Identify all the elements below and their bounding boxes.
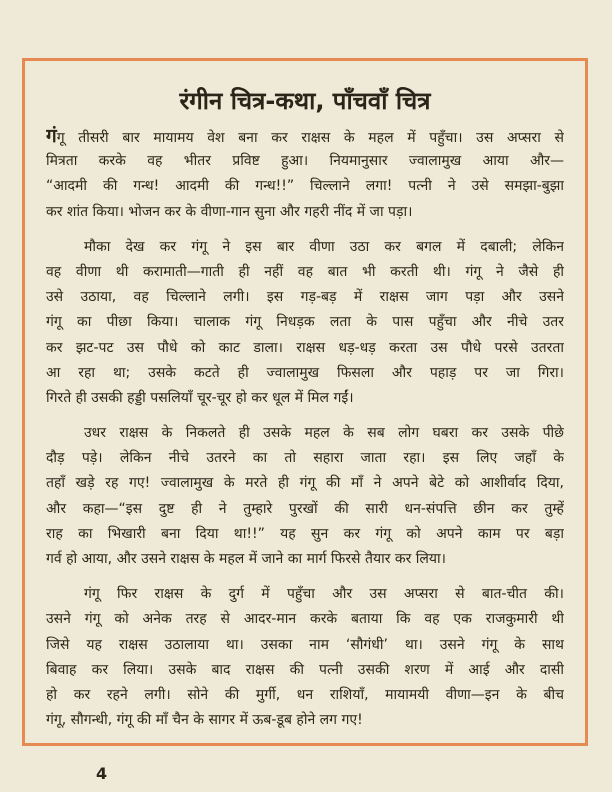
text-line: जिसे यह राक्षस उठालाया था। उसका नाम ‘सौगंधी’ था। उसने गंगू के साथ bbox=[46, 636, 564, 653]
drop-cap: गं bbox=[46, 125, 57, 147]
paragraph bbox=[46, 235, 564, 411]
text-line: और कहा—“इस दुष्ट ही ने तुम्हारे पुरखों की सारी धन-संपत्ति छीन कर तुम्हें bbox=[46, 500, 564, 517]
text-line: दौड़ पड़े। लेकिन नीचे उतरने का तो सहारा जाता रहा। इस लिए जहाँ के bbox=[46, 450, 564, 467]
text-line: गंगू, सौगन्धी, गंगू की माँ चैन के सागर में ऊब-डूब होने लग गए! bbox=[46, 712, 363, 729]
page-number: 4 bbox=[96, 764, 108, 783]
text-line: हो कर रहने लगी। सोने की मुर्गी, धन राशियाँ, मायामयी वीणा—इन के बीच bbox=[46, 686, 564, 703]
text-line: तहाँ खड़े रह गए! ज्वालामुख के मरते ही गंगू की माँ ने अपने बेटे को आशीर्वाद दिया, bbox=[46, 475, 564, 492]
text-line: उसने गंगू को अनेक तरह से आदर-मान करके बताया कि वह एक राजकुमारी थी bbox=[46, 611, 564, 628]
text-line: गिरते ही उसकी हड्डी पसलियाँ चूर-चूर हो कर धूल में मिल गईं। bbox=[46, 389, 354, 406]
text-line: बिवाह कर लिया। उसके बाद राक्षस की पत्नी उसकी शरण में आई और दासी bbox=[46, 661, 564, 678]
text-line: गर्व हो आया, और उसने राक्षस के महल में जाने का मार्ग फिरसे तैयार कर लिया। bbox=[46, 551, 446, 567]
text-line: उसे उठाया, वह चिल्लाने लगी। इस गड़-बड़ में राक्षस जाग पड़ा और उसने bbox=[46, 289, 564, 306]
text-line: कर शांत किया। भोजन कर के वीणा-गान सुना और गहरी नींद में जा पड़ा। bbox=[46, 203, 413, 220]
paragraph bbox=[46, 582, 564, 733]
text-line: मित्रता करके वह भीतर प्रविष्ट हुआ। नियमानुसार ज्वालामुख आया और— bbox=[46, 153, 564, 170]
paragraph bbox=[46, 421, 564, 572]
text-line: राह का भिखारी बना दिया था!!” यह सुन कर गंगू को अपने काम पर बड़ा bbox=[46, 525, 564, 542]
text-line: गंगू का पीछा किया। चालाक गंगू निधड़क लता के पास पहुँचा और नीचे उतर bbox=[46, 314, 564, 331]
paragraph bbox=[46, 124, 564, 225]
text-line: “आदमी की गन्ध! आदमी की गन्ध!!” चिल्लाने लगा! पत्नी ने उसे समझा-बुझा bbox=[46, 178, 564, 195]
text-line: गंगू तीसरी बार मायामय वेश बना कर राक्षस के महल में पहुँचा। उस अप्सरा से bbox=[46, 125, 564, 147]
text-line: उधर राक्षस के निकलते ही उसके महल के सब लोग घबरा कर उसके पीछे bbox=[84, 425, 564, 442]
page-title: रंगीन चित्र-कथा, पाँचवाँ चित्र bbox=[179, 87, 431, 115]
story-body bbox=[46, 124, 564, 743]
text-line: वह वीणा थी करामाती—गाती ही नहीं वह बात भी करती थी। गंगू ने जैसे ही bbox=[46, 263, 564, 280]
text-line: कर झट-पट उस पौधे को काट डाला। राक्षस धड़-धड़ करता उस पौधे परसे उतरता bbox=[46, 339, 564, 356]
text-line: आ रहा था; उसके कटते ही ज्वालामुख फिसला और पहाड़ पर जा गिरा। bbox=[46, 364, 564, 381]
text-line: गंगू फिर राक्षस के दुर्ग में पहुँचा और उस अप्सरा से बात-चीत की। bbox=[84, 586, 564, 603]
text-line: मौका देख कर गंगू ने इस बार वीणा उठा कर बगल में दबाली; लेकिन bbox=[84, 238, 564, 255]
